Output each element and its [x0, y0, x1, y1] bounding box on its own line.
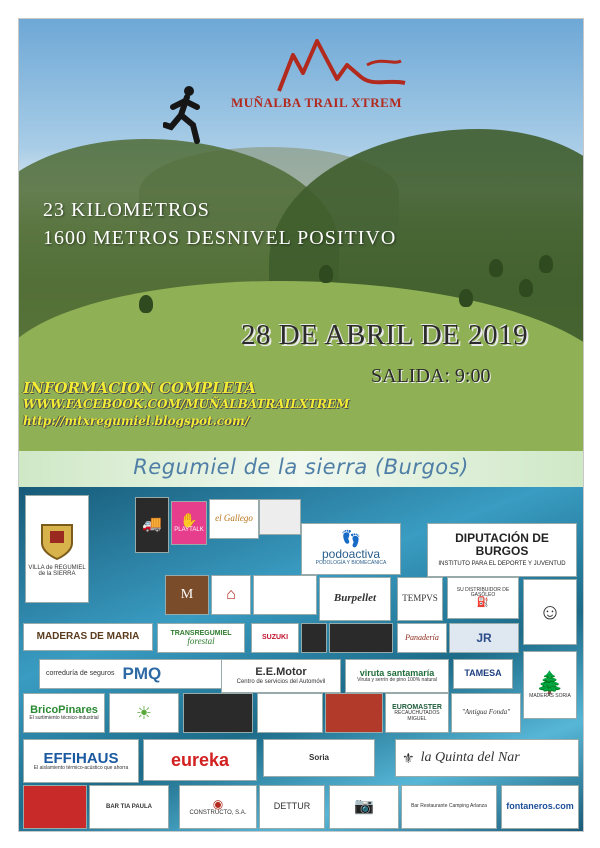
tree [539, 255, 553, 273]
sponsor-maderas-soria [523, 651, 577, 719]
sponsor-diputacion-burgos [427, 523, 577, 577]
sponsor-text-card [253, 575, 317, 615]
blog-link[interactable]: http://mtxregumiel.blogspot.com/ [23, 414, 250, 428]
sponsor-photographer [329, 785, 399, 829]
soria-label: Soria [308, 752, 329, 762]
forestal-label: forestal [187, 635, 215, 646]
sponsor-trucks [325, 693, 383, 733]
panaderia-label: Panadería [405, 632, 439, 642]
burpellet-label: Burpellet [333, 592, 377, 605]
tempus-label: TEMPVS [402, 593, 438, 604]
sponsor-transportista [257, 693, 323, 733]
emotor-sub: Centro de servicios del Automóvil [236, 678, 326, 685]
start-time: SALIDA: 9:00 [371, 365, 491, 387]
gasoleo-label: SU DISTRIBUIDOR DE GASÓLEO [456, 586, 510, 598]
hand-icon: ✋ [180, 511, 198, 528]
sponsor-panaderia [397, 623, 447, 653]
sponsor-antigua-fonda [451, 693, 521, 733]
viruta-label: viruta santamaría [359, 667, 435, 678]
monogram-icon: M [180, 586, 194, 602]
maderas-label: MADERAS DE MARIA [36, 630, 140, 642]
bricopinares-sub: El surtimiento técnico-industrial [29, 715, 99, 722]
footprint-icon: 👣 [341, 530, 361, 548]
bar-tia-paula-label: BAR TIA PAULA [106, 803, 152, 810]
sponsor-dark-banner [329, 623, 393, 653]
sponsor-effihaus [23, 739, 139, 783]
sponsor-villa-regumiel [25, 495, 89, 603]
runner-silhouette-icon [163, 85, 209, 147]
diputacion-sub: INSTITUTO PARA EL DEPORTE Y JUVENTUD [438, 561, 566, 568]
bricopinares-label: BricoPinares [30, 703, 98, 716]
villa-label: VILLA de REGUMIEL de la SIERRA [28, 564, 86, 577]
sponsor-suzuki [251, 623, 299, 653]
constructora-icon: ◉ [212, 796, 224, 811]
sponsor-red-card [23, 785, 87, 829]
location-text: Regumiel de la sierra (Burgos) [133, 455, 469, 479]
jr-logo-icon: JR [476, 630, 492, 645]
elgallego-label: el Gallego [215, 513, 253, 524]
pmq-label: PMQ [122, 664, 162, 684]
sponsor-maderas-maria [23, 623, 153, 651]
gas-icon: ⛽ [476, 597, 490, 608]
diputacion-label: DIPUTACIÓN DE BURGOS [455, 531, 549, 558]
event-logo-text: MUÑALBA TRAIL XTREM [231, 95, 403, 110]
sponsor-dettur [259, 785, 325, 829]
hero-landscape [19, 19, 583, 451]
camping-label: Bar Restaurante Camping Arlanza [411, 803, 487, 810]
coat-of-arms-icon [40, 521, 74, 561]
emotor-label: E.E.Motor [255, 666, 307, 679]
sponsor-house [211, 575, 251, 615]
distance-text: 23 KILOMETROS [43, 199, 210, 221]
fontaneros-label: fontaneros.com [506, 801, 574, 812]
sponsor-el-gallego [209, 499, 259, 539]
tree [319, 265, 333, 283]
maderas-soria-label: MADERAS SORIA [529, 692, 571, 699]
euromaster-label: EUROMASTER [392, 704, 442, 712]
sponsor-dark-tile [301, 623, 327, 653]
effihaus-sub: El aislamiento térmico-acústico que ahorra [33, 765, 129, 772]
sponsor-camping [401, 785, 497, 829]
tree [519, 279, 533, 297]
tamesa-label: TAMESA [464, 668, 502, 679]
recauchutados-label: RECAUCHUTADOS MIGUEL [394, 710, 440, 722]
sponsor-tamesa [453, 659, 513, 689]
constructora-label: CONSTRUCTO, S.A. [189, 810, 247, 817]
sponsor-playtalk [171, 501, 207, 545]
sponsor-viruta [345, 659, 449, 693]
podoactiva-sub: PODOLOGÍA Y BIOMECÁNICA [315, 560, 387, 567]
sponsor-monogram [165, 575, 209, 615]
sponsor-pmq [39, 659, 235, 689]
sponsor-gasoleo [447, 577, 519, 619]
camera-icon: 📷 [354, 797, 374, 815]
podoactiva-label: podoactiva [321, 547, 381, 562]
pmq-sub: correduría de seguros [46, 670, 115, 678]
tree [459, 289, 473, 307]
event-poster [18, 18, 584, 832]
transregumiel-label: TRANSREGUMIEL [170, 629, 232, 637]
sponsor-eemotor [221, 659, 341, 693]
house-icon: ⌂ [226, 585, 236, 603]
sponsor-fontaneros [501, 785, 579, 829]
viruta-sub: Viruta y serrín de pino 100% natural [357, 677, 437, 684]
cartoon-face-icon: ☺ [538, 599, 562, 625]
sponsor-burpellet [319, 577, 391, 621]
sponsor-wall [19, 487, 583, 831]
playtalk-label: PLAYTALK [174, 527, 204, 534]
quinta-label: la Quinta del Nar [420, 749, 520, 765]
pine-trees-icon: 🌲 [536, 669, 564, 695]
dettur-label: DETTUR [273, 801, 311, 812]
sponsor-euromaster [385, 693, 449, 733]
sun-icon: ☀ [135, 702, 153, 723]
facebook-link[interactable]: WWW.FACEBOOK.COM/MUÑALBATRAILXTREM [23, 397, 350, 411]
sponsor-soria-banner [263, 739, 375, 777]
sponsor-tools [183, 693, 253, 733]
elevation-text: 1600 METROS DESNIVEL POSITIVO [43, 227, 397, 249]
antigua-fonda-label: "Antigua Fonda" [461, 708, 511, 717]
sponsor-transport [449, 623, 519, 653]
sponsor-truck-photo [135, 497, 169, 553]
suzuki-label: SUZUKI [261, 634, 289, 642]
sponsor-transregumiel [157, 623, 245, 653]
sponsor-quinta-del-nar [395, 739, 579, 777]
sponsor-bricopinares [23, 693, 105, 733]
effihaus-label: EFFIHAUS [43, 749, 119, 767]
sponsor-cartoon [523, 579, 577, 645]
sponsor-green-logo [109, 693, 179, 733]
event-date: 28 DE ABRIL DE 2019 [241, 319, 529, 351]
eureka-label: eureka [170, 749, 230, 770]
info-title: INFORMACION COMPLETA [23, 379, 256, 397]
truck-icon: 🚚 [142, 515, 162, 533]
sponsor-eureka [143, 739, 257, 781]
tree [139, 295, 153, 313]
sponsor-small-card [259, 499, 301, 535]
tree [489, 259, 503, 277]
sponsor-constructora [179, 785, 257, 829]
mountain-logo-icon [277, 35, 407, 95]
sponsor-tempus [397, 577, 443, 621]
crest-icon: ⚜ [402, 749, 415, 766]
sponsor-podoactiva [301, 523, 401, 575]
sponsor-bar-tia-paula [89, 785, 169, 829]
